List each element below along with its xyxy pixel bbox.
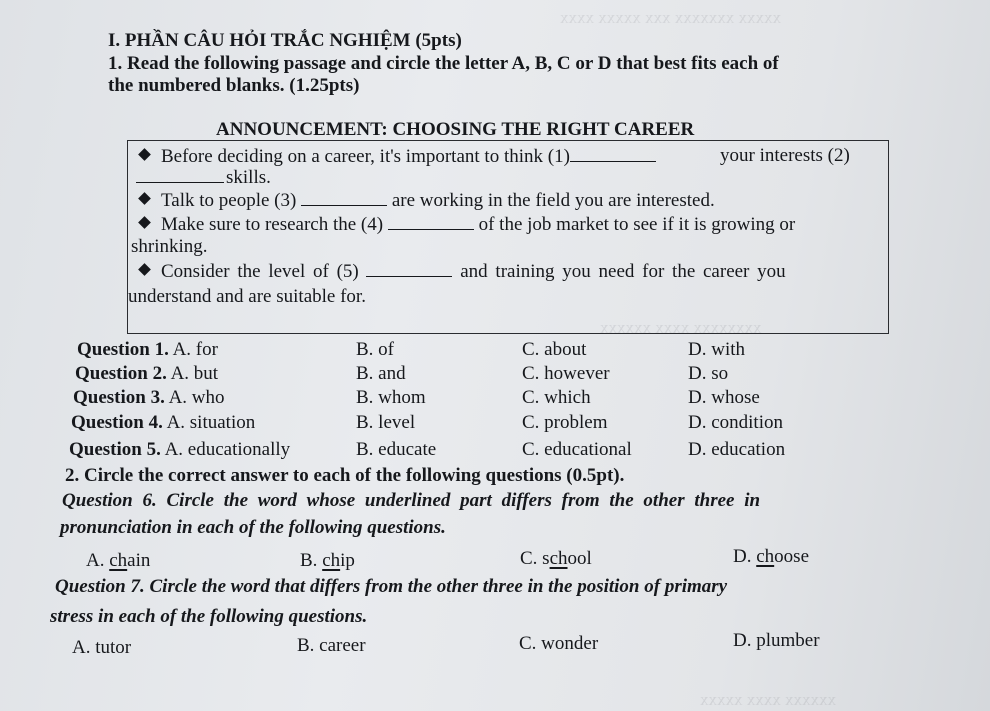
bullet-4-line2: understand and are suitable for. — [128, 286, 366, 307]
bleed-through-text: xxxxxxxx xxxx xxxxxx — [600, 318, 762, 337]
q6-line1: Question 6. Circle the word whose underlined part differs from the other three in — [62, 490, 761, 511]
bleed-through-text: xxxxx xxxxxxx xxx xxxxx xxxx — [560, 8, 781, 27]
question-3: Question 3. A. who — [73, 387, 225, 408]
q6-line2: pronunciation in each of the following questions. — [60, 517, 446, 538]
diamond-bullet-icon — [138, 148, 151, 161]
diamond-bullet-icon — [138, 216, 151, 229]
q5-option-b[interactable]: B. educate — [356, 439, 437, 460]
q3-option-c[interactable]: C. which — [522, 387, 591, 408]
bullet-1: Before deciding on a career, it's important to think (1) — [140, 145, 656, 168]
bullet-1-continued: your interests (2) — [720, 145, 850, 166]
q3-option-d[interactable]: D. whose — [688, 387, 760, 408]
q2-option-a[interactable]: A. but — [170, 363, 219, 384]
question-2: Question 2. A. but — [75, 363, 219, 384]
q7-option-b[interactable]: B. career — [297, 635, 366, 656]
q6-option-c[interactable]: C. school — [520, 548, 592, 569]
bullet-2: Talk to people (3) are working in the field you are interested. — [140, 189, 715, 212]
bleed-through-text: xxxxxx xxxx xxxxx — [700, 690, 836, 709]
question-5: Question 5. A. educationally — [69, 439, 291, 460]
bullet-3: Make sure to research the (4) of the job market to see if it is growing or — [140, 213, 795, 236]
q2-option-d[interactable]: D. so — [688, 363, 729, 384]
part2-instruction: 2. Circle the correct answer to each of the following questions (0.5pt). — [65, 465, 625, 486]
q2-option-c[interactable]: C. however — [522, 363, 610, 384]
q3-option-b[interactable]: B. whom — [356, 387, 426, 408]
q5-option-c[interactable]: C. educational — [522, 439, 632, 460]
section-title: I. PHẦN CÂU HỎI TRẮC NGHIỆM (5pts) — [108, 30, 462, 51]
q6-option-d[interactable]: D. choose — [733, 546, 809, 567]
q1-option-c[interactable]: C. about — [522, 339, 587, 360]
blank-1[interactable] — [570, 145, 656, 162]
q1-option-b[interactable]: B. of — [356, 339, 394, 360]
blank-5[interactable] — [366, 260, 452, 277]
part1-instruction-line2: the numbered blanks. (1.25pts) — [108, 75, 360, 96]
question-1: Question 1. A. for — [77, 339, 218, 360]
q5-option-a[interactable]: A. educationally — [164, 439, 291, 460]
q4-option-c[interactable]: C. problem — [522, 412, 608, 433]
q6-option-b[interactable]: B. chip — [300, 550, 355, 571]
q1-option-d[interactable]: D. with — [688, 339, 745, 360]
q7-option-d[interactable]: D. plumber — [733, 630, 820, 651]
q5-option-d[interactable]: D. education — [688, 439, 786, 460]
q4-option-b[interactable]: B. level — [356, 412, 416, 433]
q7-line1: Question 7. Circle the word that differs from the other three in the position of primary — [55, 576, 728, 597]
blank-4[interactable] — [388, 213, 474, 230]
diamond-bullet-icon — [138, 263, 151, 276]
q7-line2: stress in each of the following questions. — [50, 606, 368, 627]
blank-3[interactable] — [301, 189, 387, 206]
q1-option-a[interactable]: A. for — [172, 339, 218, 360]
q7-option-c[interactable]: C. wonder — [519, 633, 599, 654]
bullet-1-line2: skills. — [136, 166, 271, 189]
announcement-title: ANNOUNCEMENT: CHOOSING THE RIGHT CAREER — [216, 119, 695, 140]
q2-option-b[interactable]: B. and — [356, 363, 406, 384]
diamond-bullet-icon — [138, 192, 151, 205]
bullet-3-line2: shrinking. — [131, 236, 208, 257]
q7-option-a[interactable]: A. tutor — [72, 637, 132, 658]
bullet-4: Consider the level of (5) and training you need for the career you — [140, 260, 786, 283]
blank-2[interactable] — [136, 166, 224, 183]
q4-option-a[interactable]: A. situation — [166, 412, 256, 433]
q6-option-a[interactable]: A. chain — [86, 550, 151, 571]
part1-instruction-line1: 1. Read the following passage and circle the letter A, B, C or D that best fits each of — [108, 53, 779, 74]
q3-option-a[interactable]: A. who — [168, 387, 225, 408]
question-4: Question 4. A. situation — [71, 412, 256, 433]
q4-option-d[interactable]: D. condition — [688, 412, 783, 433]
